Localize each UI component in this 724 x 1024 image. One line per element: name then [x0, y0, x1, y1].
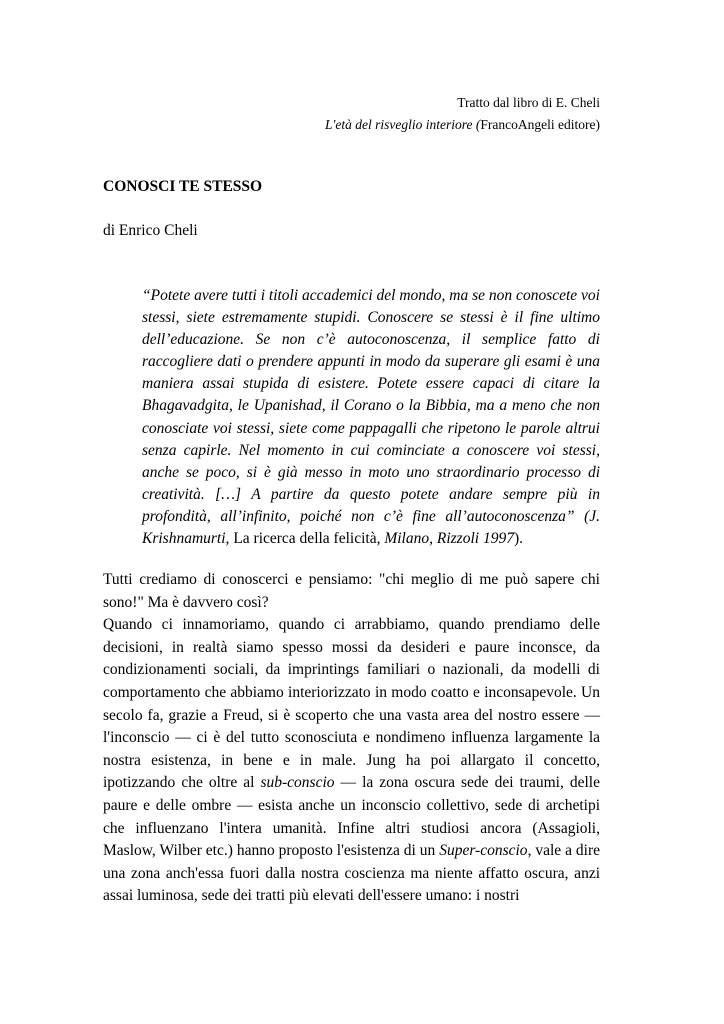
term-superconscio: Super-conscio [439, 842, 528, 860]
quote-text: “Potete avere tutti i titoli accademici del mondo, ma se non conoscete voi stessi, siete estremamente stupidi. Conoscere se stessi è il fine ultimo dell’educazione. Se non c’è autoconoscenza, il semplice fatto di raccogliere dati o prendere appunti in modo da superare gli esami è una maniera assai stupida di esistere. Potete essere capaci di citare la Bhagavadgita, le Upanishad, il Corano o la Bibbia, ma a meno che non conosciate voi stessi, siete come pappagalli che ripetono le parole altrui senza capirle. Nel momento in cui cominciate a conoscere voi stessi, anche se poco, si è già messo in moto uno straordinario processo di creatività. […] A partire da questo potete andare sempre più in profondità, all’infinito, poiché non c’è fine all’autoconoscenza” (J. Krishnamurti, [142, 287, 600, 548]
term-subconscio: sub-conscio [260, 774, 335, 792]
paragraph-2-part-c: , vale a dire una zona anch'essa fuori dalla nostra coscienza ma niente affatto oscura, anzi assai luminosa, sede dei tratti più elevati dell'essere umano: i nostri [103, 842, 601, 905]
book-title: L'età del risveglio interiore ( [325, 117, 481, 132]
article-title: CONOSCI TE STESSO [103, 178, 263, 195]
quote-citation: , Milano, Rizzoli 1997 [376, 530, 514, 548]
publisher: FrancoAngeli editore) [480, 117, 600, 132]
source-attribution [325, 92, 600, 136]
source-line-2 [325, 114, 600, 136]
quote-work-title: La ricerca della felicità [233, 530, 377, 548]
source-line-1: Tratto dal libro di E. Cheli [457, 95, 600, 110]
paragraph-2-part-b: — la zona oscura sede dei traumi, delle paure e delle ombre — esista anche un inconscio collettivo, sede di archetipi che influenzano l'intera umanità. Infine altri studiosi ancora (Assagioli, Maslow, Wilber etc.) hanno proposto l'esistenza di un [103, 774, 600, 860]
paragraph-1: Tutti crediamo di conoscerci e pensiamo: "chi meglio di me può sapere chi sono!" Ma è davvero così? [103, 571, 600, 611]
quote-closing: ). [513, 530, 523, 548]
epigraph-quote [142, 285, 600, 550]
paragraph-2 [103, 614, 600, 908]
paragraph-2-part-a: Quando ci innamoriamo, quando ci arrabbiamo, quando prendiamo delle decisioni, in realtà siamo spesso mossi da desideri e paure inconsce, da condizionamenti sociali, da imprintings familiari o nazionali, da modelli di comportamento che abbiamo interiorizzato in modo coatto e inconsapevole. Un secolo fa, grazie a Freud, si è scoperto che una vasta area del nostro essere — l'inconscio — ci è del tutto sconosciuta e nondimeno influenza largamente la nostra esistenza, in bene e in male. Jung ha poi allargato il concetto, ipotizzando che oltre al [103, 616, 600, 792]
body-text [103, 569, 600, 908]
article-byline: di Enrico Cheli [103, 222, 198, 239]
